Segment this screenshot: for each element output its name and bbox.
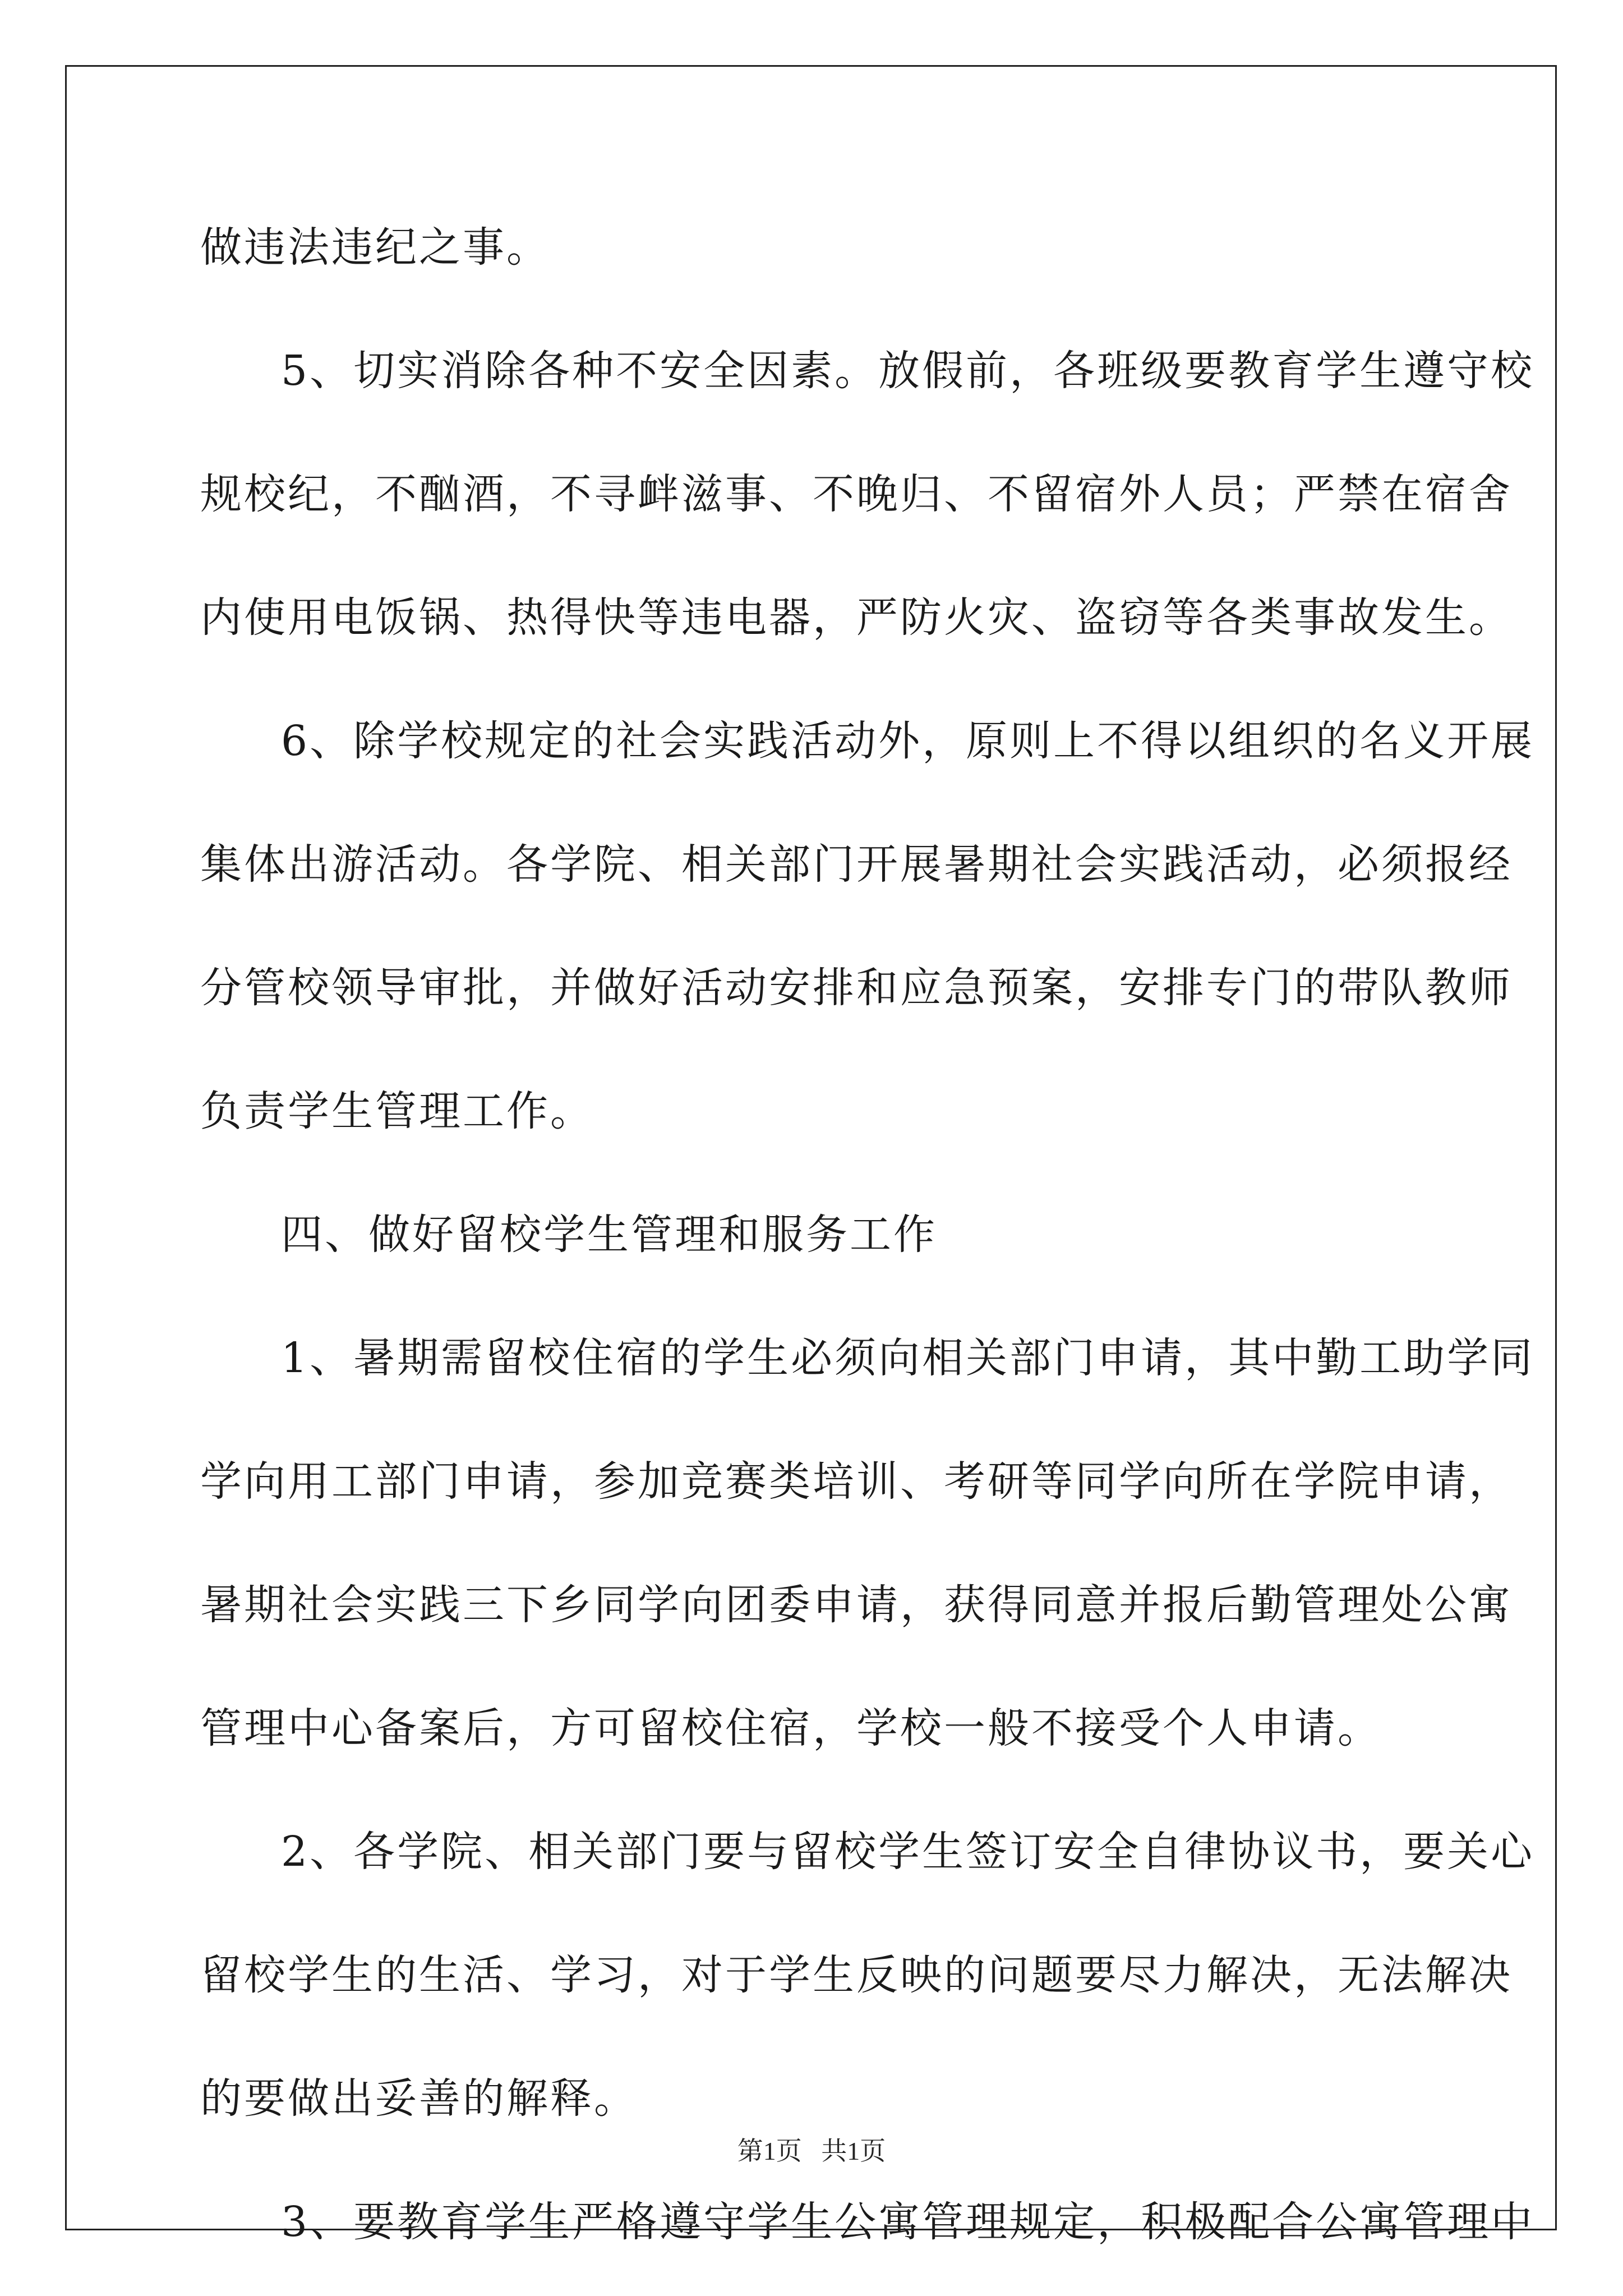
section-heading: 四、做好留校学生管理和服务工作: [281, 1211, 937, 1259]
text-line: 负责学生管理工作。: [200, 1087, 594, 1135]
text-line: 1、暑期需留校住宿的学生必须向相关部门申请，其中勤工助学同: [281, 1334, 1535, 1382]
text-line: 5、切实消除各种不安全因素。放假前，各班级要教育学生遵守校: [281, 347, 1535, 395]
text-line: 学向用工部门申请，参加竞赛类培训、考研等同学向所在学院申请，: [200, 1457, 1513, 1506]
text-line: 集体出游活动。各学院、相关部门开展暑期社会实践活动，必须报经: [200, 840, 1513, 889]
text-line: 规校纪，不酗酒，不寻衅滋事、不晚归、不留宿外人员；严禁在宿舍: [200, 470, 1513, 518]
text-line: 做违法违纪之事。: [200, 223, 550, 272]
text-line: 6、除学校规定的社会实践活动外，原则上不得以组织的名义开展: [281, 717, 1535, 765]
text-line: 分管校领导审批，并做好活动安排和应急预案，安排专门的带队教师: [200, 964, 1513, 1012]
text-line: 管理中心备案后，方可留校住宿，学校一般不接受个人申请。: [200, 1704, 1381, 1752]
text-line: 3、要教育学生严格遵守学生公寓管理规定，积极配合公寓管理中: [281, 2198, 1535, 2246]
page-footer: 第1页 共1页: [737, 2137, 886, 2165]
text-line: 的要做出妥善的解释。: [200, 2074, 638, 2123]
text-line: 2、各学院、相关部门要与留校学生签订安全自律协议书，要关心: [281, 1828, 1535, 1876]
text-line: 留校学生的生活、学习，对于学生反映的问题要尽力解决，无法解决: [200, 1951, 1513, 1999]
text-line: 内使用电饭锅、热得快等违电器，严防火灾、盗窃等各类事故发生。: [200, 593, 1513, 642]
text-line: 暑期社会实践三下乡同学向团委申请，获得同意并报后勤管理处公寓: [200, 1581, 1513, 1629]
